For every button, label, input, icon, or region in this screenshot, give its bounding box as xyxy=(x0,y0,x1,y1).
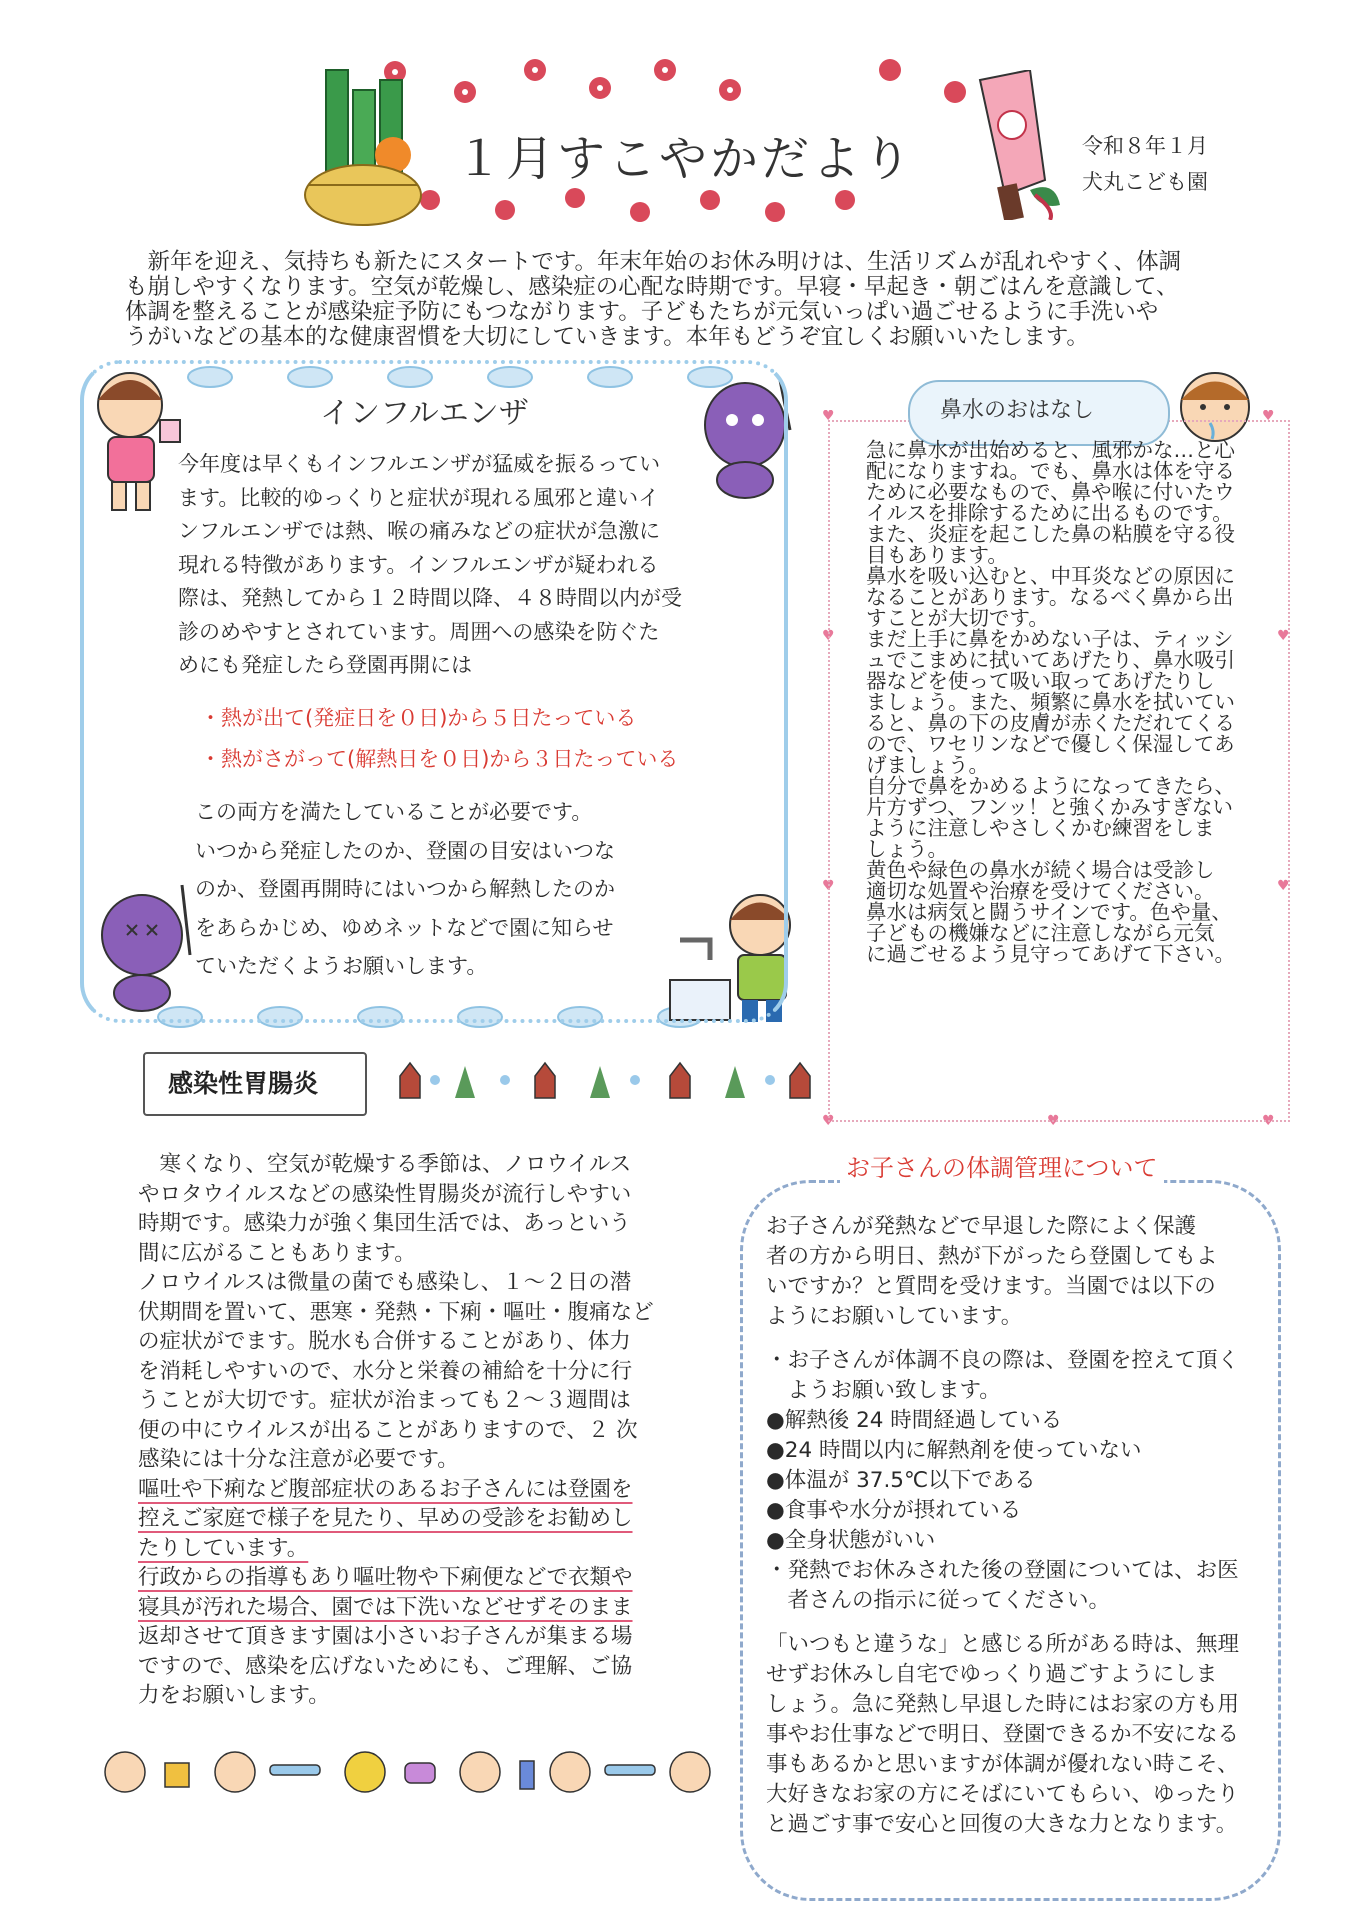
gastro-line: の症状がでます。脱水も合併することがあり、体力 xyxy=(138,1329,631,1354)
nose-line: ましょう。また、頻繁に鼻水を拭いてい xyxy=(866,690,1235,714)
nose-line: に過ごせるよう見守ってあげて下さい。 xyxy=(866,942,1235,966)
nose-line: 急に鼻水が出始めると、風邪かな…と心 xyxy=(866,438,1235,462)
newsletter-title: １月すこやかだより xyxy=(455,131,915,187)
svg-text:♥: ♥ xyxy=(822,878,835,894)
influenza-followup-line: のか、登園再開時にはいつから解熱したのか xyxy=(195,877,615,901)
gastro-line: 感染には十分な注意が必要です。 xyxy=(138,1447,459,1472)
nose-line: 自分で鼻をかめるようになってきたら、 xyxy=(866,774,1235,798)
svg-text:♥: ♥ xyxy=(1277,628,1290,644)
health-closing-line: 「いつもと違うな」と感じる所がある時は、無理 xyxy=(766,1632,1240,1657)
intro-line: うがいなどの基本的な健康習慣を大切にしていきます。本年もどうぞ宜しくお願いいたします。 xyxy=(125,324,1089,350)
health-bullet: ●24 時間以内に解熱剤を使っていない xyxy=(766,1438,1142,1463)
intro-paragraph xyxy=(125,250,1315,350)
intro-line: も崩しやすくなります。空気が乾燥し、感染症の心配な時期です。早寝・早起き・朝ごはんを意識して、 xyxy=(125,274,1179,300)
health-intro-line: ようにお願いしています。 xyxy=(766,1304,1023,1329)
health-bullet: ●体温が 37.5℃以下である xyxy=(766,1468,1036,1493)
health-intro-line: 者の方から明日、熱が下がったら登園してもよ xyxy=(766,1244,1218,1269)
runny-nose-heading: 鼻水のおはなし xyxy=(940,398,1095,423)
nose-line: 器などを使って吸い取ってあげたりし xyxy=(866,669,1215,693)
health-intro-line: いですか？と質問を受けます。当園では以下の xyxy=(766,1274,1216,1299)
gastro-line-underlined: 控えご家庭で様子を見たり、早めの受診をお勧めし xyxy=(138,1506,633,1531)
issue-date: 令和８年１月 xyxy=(1082,134,1208,158)
gastro-line: 寒くなり、空気が乾燥する季節は、ノロウイルス xyxy=(138,1152,632,1177)
svg-text:♥: ♥ xyxy=(822,410,835,424)
health-closing-line: せずお休みし自宅でゆっくり過ごすようにしま xyxy=(766,1662,1218,1687)
gastro-line: 時期です。感染力が強く集団生活では、あっという xyxy=(138,1211,631,1236)
bottom-icons-row-decoration xyxy=(100,1745,720,1800)
influenza-line: 今年度は早くもインフルエンザが猛威を振るってい xyxy=(178,452,661,476)
influenza-followup-line: この両方を満たしていることが必要です。 xyxy=(195,800,593,824)
winter-house-row-decoration xyxy=(395,1058,815,1108)
health-closing-line: しょう。急に発熱し早退した時にはお家の方も用 xyxy=(766,1692,1240,1717)
influenza-body xyxy=(178,448,682,683)
influenza-followup xyxy=(195,793,615,986)
nose-line: すことが大切です。 xyxy=(866,606,1049,630)
nose-line: 適切な処置や治療を受けてください。 xyxy=(866,879,1215,903)
hagoita-icon xyxy=(960,70,1070,220)
influenza-line: 診のめやすとされています。周囲への感染を防ぐた xyxy=(178,619,660,644)
gastro-line: うことが大切です。症状が治まっても２～３週間は xyxy=(138,1388,631,1413)
svg-text:♥: ♥ xyxy=(822,1113,835,1129)
nose-line: 鼻水を吸い込むと、中耳炎などの原因に xyxy=(866,564,1235,588)
influenza-line: ます。比較的ゆっくりと症状が現れる風邪と違いイ xyxy=(178,485,660,510)
svg-text:♥: ♥ xyxy=(1262,1113,1275,1129)
nose-line: 鼻水は病気と闘うサインです。色や量、 xyxy=(866,900,1232,924)
svg-text:♥: ♥ xyxy=(1277,878,1290,894)
gastro-line-underlined: 寝具が汚れた場合、園では下洗いなどせずそのまま xyxy=(138,1594,633,1620)
nose-line: 目もあります。 xyxy=(866,543,1008,567)
gastro-line: 伏期間を置いて、悪寒・発熱・下痢・嘔吐・腹痛など xyxy=(138,1299,654,1325)
health-management-heading: お子さんの体調管理について xyxy=(840,1148,1164,1183)
nose-line: ために必要なもので、鼻や喉に付いたウ xyxy=(866,480,1235,504)
svg-text:♥: ♥ xyxy=(822,628,835,644)
nose-line: イルスを排除するために出るものです。 xyxy=(866,501,1233,525)
gastro-line: 返却させて頂きます園は小さいお子さんが集まる場 xyxy=(138,1624,633,1649)
intro-line: 新年を迎え、気持ちも新たにスタートです。年末年始のお休み明けは、生活リズムが乱れやすく、体調 xyxy=(125,249,1182,275)
nose-line: しょう。 xyxy=(866,837,948,861)
health-notice-line: ・お子さんが体調不良の際は、登園を控えて頂く xyxy=(766,1348,1240,1373)
health-bullet: ●食事や水分が摂れている xyxy=(766,1498,1022,1523)
organization-name: 犬丸こども園 xyxy=(1082,170,1208,194)
influenza-line: めにも発症したら登園再開には xyxy=(178,653,472,677)
nose-line: ると、鼻の下の皮膚が赤くただれてくる xyxy=(866,711,1235,735)
nose-line: まだ上手に鼻をかめない子は、ティッシ xyxy=(866,627,1234,651)
health-closing-line: 大好きなお家の方にそばにいてもらい、ゆったり xyxy=(766,1782,1239,1807)
gastro-line-underlined: 行政からの指導もあり嘔吐物や下痢便などで衣類や xyxy=(138,1565,633,1590)
health-closing-line: と過ごす事で安心と回復の大きな力となります。 xyxy=(766,1812,1238,1837)
nose-line: ので、ワセリンなどで優しく保湿してあ xyxy=(866,732,1235,756)
return-conditions xyxy=(200,698,678,780)
gastro-line: 便の中にウイルスが出ることがありますので、２ 次 xyxy=(138,1417,638,1443)
issue-info xyxy=(1082,128,1208,200)
gastro-heading: 感染性胃腸炎 xyxy=(168,1069,319,1098)
nose-line: ュでこまめに拭いてあげたり、鼻水吸引 xyxy=(866,648,1235,672)
nose-line: げましょう。 xyxy=(866,753,989,777)
intro-line: 体調を整えることが感染症予防にもつながります。子どもたちが元気いっぱい過ごせるように手洗いや xyxy=(125,299,1159,325)
kadomatsu-icon xyxy=(298,60,428,230)
nose-line: 片方ずつ、フンッ！と強くかみすぎない xyxy=(866,795,1233,819)
health-closing-line: 事やお仕事などで明日、登園できるか不安になる xyxy=(766,1722,1240,1747)
svg-text:♥: ♥ xyxy=(1262,410,1275,424)
gastro-line: を消耗しやすいので、水分と栄養の補給を十分に行 xyxy=(138,1358,633,1384)
gastro-line-underlined: たりしています。 xyxy=(138,1535,309,1561)
nose-line: 子どもの機嫌などに注意しながら元気 xyxy=(866,921,1215,945)
nose-line: 黄色や緑色の鼻水が続く場合は受診し xyxy=(866,858,1215,882)
nose-line: なることがあります。なるべく鼻から出 xyxy=(866,585,1234,609)
health-bullet: ●解熱後 24 時間経過している xyxy=(766,1408,1063,1433)
nose-line: ように注意しやさしくかむ練習をしま xyxy=(866,816,1215,840)
return-condition: ・熱がさがって(解熱日を０日)から３日たっている xyxy=(200,747,679,771)
gastro-line: ですので、感染を広げないためにも、ご理解、ご協 xyxy=(138,1653,633,1679)
health-management-body xyxy=(766,1212,1239,1840)
health-notice-line: ようお願い致します。 xyxy=(766,1378,1001,1403)
return-condition: ・熱が出て(発症日を０日)から５日たっている xyxy=(200,706,637,730)
influenza-line: 現れる特徴があります。インフルエンザが疑われる xyxy=(178,552,659,577)
nose-line: また、炎症を起こした鼻の粘膜を守る役 xyxy=(866,522,1235,546)
influenza-line: ンフルエンザでは熱、喉の痛みなどの症状が急激に xyxy=(178,519,661,543)
influenza-followup-line: いつから発症したのか、登園の目安はいつな xyxy=(195,838,615,863)
svg-text:♥: ♥ xyxy=(1047,1113,1060,1129)
influenza-followup-line: をあらかじめ、ゆめネットなどで園に知らせ xyxy=(195,915,614,940)
health-note-line: 者さんの指示に従ってください。 xyxy=(766,1588,1111,1613)
health-closing-line: 事もあるかと思いますが体調が優れない時こそ、 xyxy=(766,1752,1239,1777)
influenza-line: 際は、発熱してから１２時間以降、４８時間以内が受 xyxy=(178,586,682,610)
runny-nose-body xyxy=(866,440,1235,965)
health-note-line: ・発熱でお休みされた後の登園については、お医 xyxy=(766,1558,1239,1583)
gastro-body xyxy=(138,1150,654,1711)
gastro-line: 間に広がることもあります。 xyxy=(138,1240,416,1266)
gastro-line: ノロウイルスは微量の菌でも感染し、１～２日の潜 xyxy=(138,1270,632,1295)
nose-line: 配になりますね。でも、鼻水は体を守る xyxy=(866,459,1235,483)
gastro-line: 力をお願いします。 xyxy=(138,1683,330,1708)
health-intro-line: お子さんが発熱などで早退した際によく保護 xyxy=(766,1214,1197,1239)
influenza-followup-line: ていただくようお願いします。 xyxy=(195,954,488,978)
influenza-heading: インフルエンザ xyxy=(320,396,529,431)
health-bullet: ●全身状態がいい xyxy=(766,1528,936,1553)
gastro-line: やロタウイルスなどの感染性胃腸炎が流行しやすい xyxy=(138,1181,632,1207)
gastro-line-underlined: 嘔吐や下痢など腹部症状のあるお子さんには登園を xyxy=(138,1476,633,1502)
